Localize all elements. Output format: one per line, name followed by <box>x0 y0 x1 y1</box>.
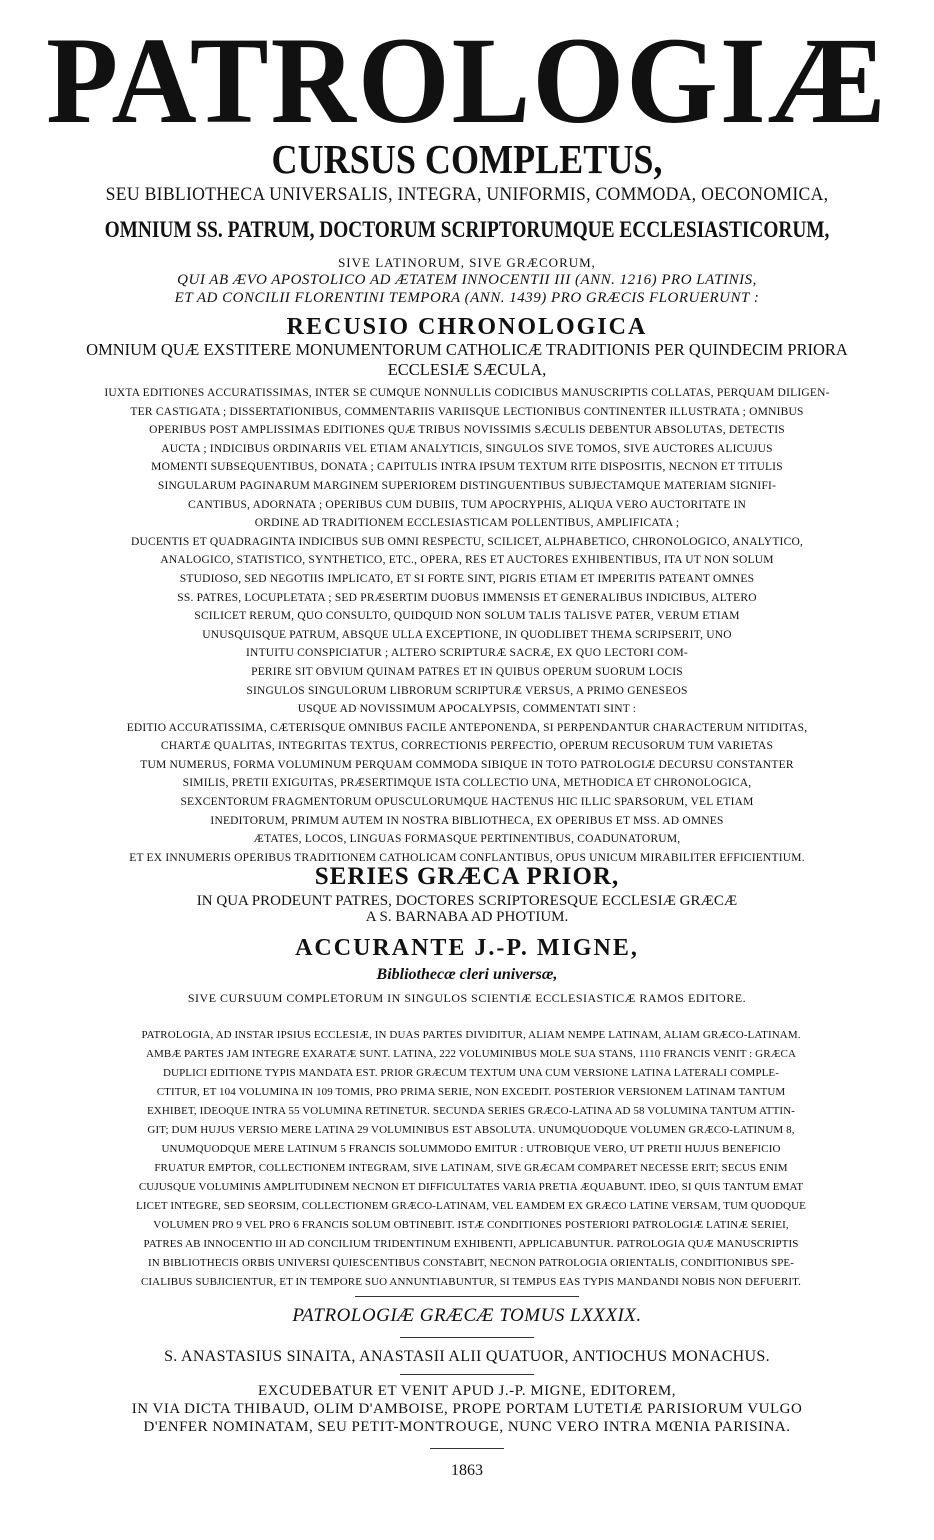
recusio-heading: RECUSIO CHRONOLOGICA <box>286 314 648 340</box>
description-line: ORDINE AD TRADITIONEM ECCLESIASTICAM POLLENTIBUS, AMPLIFICATA ; <box>254 517 680 530</box>
notice-line: UNUMQUODQUE MERE LATINUM 5 FRANCIS SOLUMMODO EMITUR : UTROBIQUE VERO, UT PRETII HUJUS BENEFICIO <box>161 1143 781 1155</box>
imprint-line-2: IN VIA DICTA THIBAUD, OLIM D'AMBOISE, PROPE PORTAM LUTETIÆ PARISIORUM VULGO <box>131 1401 803 1417</box>
description-line: SEXCENTORUM FRAGMENTORUM OPUSCULORUMQUE HACTENUS HIC ILLIC SPARSORUM, VEL ETIAM <box>180 796 754 809</box>
omnium-line-1: OMNIUM QUÆ EXSTITERE MONUMENTORUM CATHOLICÆ TRADITIONIS PER QUINDECIM PRIORA <box>86 340 848 359</box>
description-line: CANTIBUS, ADORNATA ; OPERIBUS CUM DUBIIS, TUM APOCRYPHIS, ALIQUA VERO AUCTORITATE IN <box>187 498 747 511</box>
editor-role-line: SIVE CURSUUM COMPLETORUM IN SINGULOS SCIENTIÆ ECCLESIASTICÆ RAMOS EDITORE. <box>187 991 747 1005</box>
notice-paragraph <box>48 1026 894 1292</box>
description-line: SINGULOS SINGULORUM LIBRORUM SCRIPTURÆ VERSUS, A PRIMO GENESEOS <box>246 684 688 697</box>
description-line: TER CASTIGATA ; DISSERTATIONIBUS, COMMENTARIIS VARIISQUE LECTIONIBUS CONTINENTER ILLUSTRATA ; OMNIBUS <box>130 405 804 418</box>
notice-line: PATRES AB INNOCENTIO III AD CONCILIUM TRIDENTINUM EXHIBENTI, APPLICABUNTUR. PATROLOGIA QUÆ MANUSCRIPTIS <box>143 1238 799 1250</box>
main-title: PATROLOGIÆ <box>46 11 888 150</box>
description-line: USQUE AD NOVISSIMUM APOCALYPSIS, COMMENTATI SINT : <box>297 703 637 716</box>
volume-tomus: PATROLOGIÆ GRÆCÆ TOMUS LXXXIX. <box>292 1305 642 1326</box>
divider-rule <box>400 1337 534 1338</box>
series-line-1: IN QUA PRODEUNT PATRES, DOCTORES SCRIPTORESQUE ECCLESIÆ GRÆCÆ <box>196 893 738 909</box>
description-line: ET EX INNUMERIS OPERIBUS TRADITIONEM CATHOLICAM CONFLANTIBUS, OPUS UNICUM MIRABILITER EFFICIENTIUM. <box>129 851 805 864</box>
description-line: ÆTATES, LOCOS, LINGUAS FORMASQUE PERTINENTIBUS, COADUNATORUM, <box>253 833 681 846</box>
notice-line: LICET INTEGRE, SED SEORSIM, COLLECTIONEM GRÆCO-LATINAM, VEL EAMDEM EX GRÆCO LATINE VERSAM, TUM QUODQUE <box>136 1200 806 1212</box>
description-line: STUDIOSO, SED NEGOTIIS IMPLICATO, ET SI FORTE SINT, PIGRIS ETIAM ET IMPERITIS PATEANT OMNES <box>179 572 755 585</box>
publication-year: 1863 <box>451 1462 483 1479</box>
notice-line: DUPLICI EDITIONE TYPIS MANDATA EST. PRIOR GRÆCUM TEXTUM UNA CUM VERSIONE LATINA LATERALI COMPLE- <box>163 1067 779 1079</box>
notice-line: GIT; DUM HUJUS VERSIO MERE LATINA 29 VOLUMINIBUS EST ABSOLUTA. UNUMQUODQUE VOLUMEN GRÆCO-LATINUM 8, <box>147 1124 795 1136</box>
subtitle-line-2: SEU BIBLIOTHECA UNIVERSALIS, INTEGRA, UNIFORMIS, COMMODA, OECONOMICA, <box>105 184 829 205</box>
omnium-line-2: ECCLESIÆ SÆCULA, <box>387 360 547 379</box>
italic-line-2: ET AD CONCILII FLORENTINI TEMPORA (ANN. 1439) PRO GRÆCIS FLORUERUNT : <box>174 290 760 306</box>
description-line: EDITIO ACCURATISSIMA, CÆTERISQUE OMNIBUS FACILE ANTEPONENDA, SI PERPENDANTUR CHARACTERUM NITIDITAS, <box>126 721 808 734</box>
description-line: IUXTA EDITIONES ACCURATISSIMAS, INTER SE CUMQUE NONNULLIS CODICIBUS MANUSCRIPTIS COLLATAS, PERQUAM DILIGEN- <box>104 387 830 399</box>
description-paragraph <box>40 384 894 867</box>
description-line: SIMILIS, PRETII EXIGUITAS, PRÆSERTIMQUE ISTA COLLECTIO UNA, METHODICA ET CHRONOLOGICA, <box>182 777 752 790</box>
volume-contents: S. ANASTASIUS SINAITA, ANASTASII ALII QUATUOR, ANTIOCHUS MONACHUS. <box>164 1348 770 1365</box>
description-line: SINGULARUM PAGINARUM MARGINEM SUPERIOREM DISTINGUENTIBUS SUBJECTAMQUE MATERIAM SIGNIFI- <box>157 479 777 492</box>
subtitle-line-4: SIVE LATINORUM, SIVE GRÆCORUM, <box>338 255 596 270</box>
series-line-2: A S. BARNABA AD PHOTIUM. <box>365 909 569 925</box>
description-line: CHARTÆ QUALITAS, INTEGRITAS TEXTUS, CORRECTIONIS PERFECTIO, OPERUM RECUSORUM TUM VARIETAS <box>160 740 774 753</box>
notice-line: PATROLOGIA, AD INSTAR IPSIUS ECCLESIÆ, IN DUAS PARTES DIVIDITUR, ALIAM NEMPE LATINAM, ALIAM GRÆCO-LATINAM. <box>141 1029 801 1041</box>
divider-rule <box>400 1374 534 1375</box>
bibliotheca-line: Bibliothecæ cleri universæ, <box>376 966 558 983</box>
notice-line: IN BIBLIOTHECIS ORBIS UNIVERSI QUIESCENTIBUS CONSTABIT, NECNON PATROLOGIA ORIENTALIS, CONDITIONIBUS SPE- <box>147 1257 795 1269</box>
italic-lines <box>30 271 904 307</box>
imprint-line-3: D'ENFER NOMINATAM, SEU PETIT-MONTROUGE, NUNC VERO INTRA MŒNIA PARISINA. <box>143 1419 791 1435</box>
series-lines <box>30 893 904 925</box>
notice-line: EXHIBET, IDEOQUE INTRA 55 VOLUMINA RETINETUR. SECUNDA SERIES GRÆCO-LATINA AD 58 VOLUMINA TANTUM ATTIN- <box>146 1105 796 1117</box>
description-line: TUM NUMERUS, FORMA VOLUMINUM PERQUAM COMMODA SIBIQUE IN TOTO PATROLOGIÆ DECURSU CONSTANTER <box>140 758 794 771</box>
description-line: DUCENTIS ET QUADRAGINTA INDICIBUS SUB OMNI RESPECTU, SCILICET, ALPHABETICO, CHRONOLOGICO, ANALYTICO, <box>130 535 804 548</box>
description-line: INTUITU CONSPICIATUR ; ALTERO SCRIPTURÆ SACRÆ, EX QUO LECTORI COM- <box>246 647 688 660</box>
italic-line-1: QUI AB ÆVO APOSTOLICO AD ÆTATEM INNOCENTII III (ANN. 1216) PRO LATINIS, <box>177 272 757 288</box>
notice-line: VOLUMEN PRO 9 VEL PRO 6 FRANCIS SOLUM OBTINEBIT. ISTÆ CONDITIONES POSTERIORI PATROLOGIÆ LATINÆ SERIEI, <box>153 1219 789 1231</box>
description-line: SCILICET RERUM, QUO CONSULTO, QUIDQUID NON SOLUM TALIS TALISVE PATER, VERUM ETIAM <box>194 610 740 623</box>
description-line: SS. PATRES, LOCUPLETATA ; SED PRÆSERTIM DUOBUS IMMENSIS ET GENERALIBUS INDICIBUS, ALTERO <box>177 591 757 604</box>
divider-rule <box>430 1448 504 1449</box>
notice-line: AMBÆ PARTES JAM INTEGRE EXARATÆ SUNT. LATINA, 222 VOLUMINIBUS MOLE SUA STANS, 1110 FRANCIS VENIT : GRÆCA <box>145 1048 797 1060</box>
notice-line: CIALIBUS SUBJICIENTUR, ET IN TEMPORE SUO ANNUNTIABUNTUR, SI TEMPUS EAS TYPIS MANDANDI NOBIS NON DEFUERIT. <box>140 1276 802 1288</box>
description-line: ANALOGICO, STATISTICO, SYNTHETICO, ETC., OPERA, RES ET AUCTORES EXHIBENTIBUS, ITA UT NON SOLUM <box>160 554 774 567</box>
notice-line: CTITUR, ET 104 VOLUMINA IN 109 TOMIS, PRO PRIMA SERIE, NON EXCEDIT. POSTERIOR VERSIONEM LATINAM TANTUM <box>156 1086 786 1098</box>
description-line: UNUSQUISQUE PATRUM, ABSQUE ULLA EXCEPTIONE, IN QUODLIBET THEMA SCRIPSERIT, UNO <box>202 628 732 641</box>
omnium-lines <box>43 340 891 380</box>
divider-rule <box>355 1296 579 1297</box>
imprint <box>30 1382 904 1436</box>
subtitle-line-3: OMNIUM SS. PATRUM, DOCTORUM SCRIPTORUMQUE ECCLESIASTICORUM, <box>104 217 830 243</box>
notice-line: FRUATUR EMPTOR, COLLECTIONEM INTEGRAM, SIVE LATINAM, SIVE GRÆCAM COMPARET NECESSE ERIT; SECUS ENIM <box>154 1162 788 1174</box>
imprint-line-1: EXCUDEBATUR ET VENIT APUD J.-P. MIGNE, EDITOREM, <box>258 1383 676 1399</box>
description-line: PERIRE SIT OBVIUM QUINAM PATRES ET IN QUIBUS OPERUM SUORUM LOCIS <box>251 665 683 678</box>
notice-line: CUJUSQUE VOLUMINIS AMPLITUDINEM NECNON ET DIFFICULTATES VARIA PRETIA ÆQUABUNT. IDEO, SI QUIS TANTUM EMAT <box>138 1181 804 1193</box>
editor-heading: ACCURANTE J.-P. MIGNE, <box>295 935 639 961</box>
description-line: OPERIBUS POST AMPLISSIMAS EDITIONES QUÆ TRIBUS NOVISSIMIS SÆCULIS DEBENTUR ABSOLUTAS, DETECTIS <box>149 424 785 437</box>
series-heading: SERIES GRÆCA PRIOR, <box>314 863 620 890</box>
description-line: MOMENTI SUBSEQUENTIBUS, DONATA ; CAPITULIS INTRA IPSUM TEXTUM RITE DISPOSITIS, NECNON ET TITULIS <box>151 461 783 474</box>
description-line: INEDITORUM, PRIMUM AUTEM IN NOSTRA BIBLIOTHECA, EX OPERIBUS ET MSS. AD OMNES <box>210 814 724 827</box>
description-line: AUCTA ; INDICIBUS ORDINARIIS VEL ETIAM ANALYTICIS, SINGULOS SIVE TOMOS, SIVE AUCTORES ALICUJUS <box>161 442 773 455</box>
subtitle: CURSUS COMPLETUS, <box>271 136 663 182</box>
